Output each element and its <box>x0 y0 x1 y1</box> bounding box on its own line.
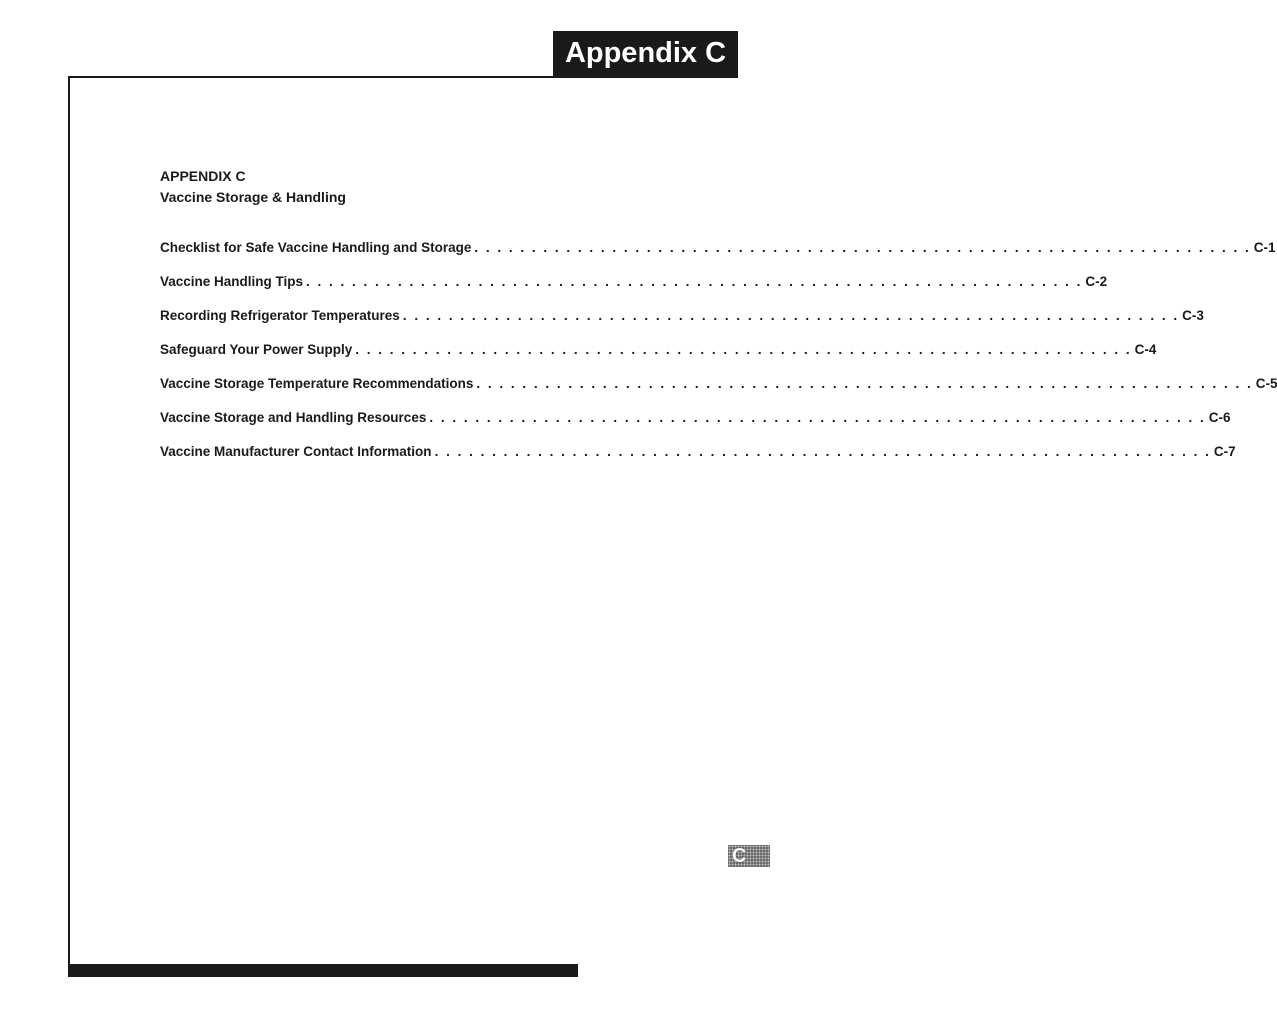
toc-entry[interactable] <box>160 376 1277 410</box>
appendix-header-tab <box>553 31 738 77</box>
dot-leader: . . . . . . . . . . . . . . . . . . . . . . . . . . . . . . . . . . . . . . . . . . . . . . . . . . . . . . . . . . . . . . . . . . . . <box>434 444 1211 459</box>
dot-leader: . . . . . . . . . . . . . . . . . . . . . . . . . . . . . . . . . . . . . . . . . . . . . . . . . . . . . . . . . . . . . . . . . . . . <box>306 274 1083 289</box>
bottom-bar <box>68 964 578 977</box>
dot-leader: . . . . . . . . . . . . . . . . . . . . . . . . . . . . . . . . . . . . . . . . . . . . . . . . . . . . . . . . . . . . . . . . . . . . <box>355 342 1132 357</box>
toc-entry-title: Vaccine Handling Tips <box>160 274 304 289</box>
dot-leader: . . . . . . . . . . . . . . . . . . . . . . . . . . . . . . . . . . . . . . . . . . . . . . . . . . . . . . . . . . . . . . . . . . . . <box>429 410 1206 425</box>
heading-line-1: APPENDIX C <box>160 168 246 184</box>
toc-entry[interactable] <box>160 240 1276 274</box>
appendix-header-label: Appendix C <box>564 37 727 69</box>
toc-entry-title: Recording Refrigerator Temperatures <box>160 308 400 323</box>
toc-entry[interactable] <box>160 444 1236 478</box>
toc-entry-title: Safeguard Your Power Supply <box>160 342 353 357</box>
heading-line-2: Vaccine Storage & Handling <box>160 189 346 205</box>
dot-leader: . . . . . . . . . . . . . . . . . . . . . . . . . . . . . . . . . . . . . . . . . . . . . . . . . . . . . . . . . . . . . . . . . . . . <box>474 240 1251 255</box>
toc-entry-title: Checklist for Safe Vaccine Handling and Storage <box>160 240 472 255</box>
toc-entry[interactable] <box>160 308 1204 342</box>
toc-entry-title: Vaccine Storage and Handling Resources <box>160 410 427 425</box>
dot-leader: . . . . . . . . . . . . . . . . . . . . . . . . . . . . . . . . . . . . . . . . . . . . . . . . . . . . . . . . . . . . . . . . . . . . <box>476 376 1253 391</box>
left-rule <box>68 76 70 977</box>
toc-entry-title: Vaccine Storage Temperature Recommendations <box>160 376 474 391</box>
toc-entry-page: C-6 <box>1208 410 1231 425</box>
section-side-tab <box>728 845 770 867</box>
toc-entry[interactable] <box>160 274 1108 308</box>
toc-entry-page: C-3 <box>1182 308 1204 323</box>
dot-leader: . . . . . . . . . . . . . . . . . . . . . . . . . . . . . . . . . . . . . . . . . . . . . . . . . . . . . . . . . . . . . . . . . . . . <box>402 308 1180 323</box>
top-rule <box>68 76 738 78</box>
toc-entry[interactable] <box>160 342 1157 376</box>
toc-entry-page: C-5 <box>1255 376 1277 391</box>
toc-entry-page: C-4 <box>1134 342 1157 357</box>
table-of-contents <box>160 240 1277 478</box>
section-heading <box>160 166 346 208</box>
toc-entry-page: C-1 <box>1253 240 1276 255</box>
toc-entry-page: C-7 <box>1213 444 1236 459</box>
toc-entry-title: Vaccine Manufacturer Contact Information <box>160 444 432 459</box>
toc-entry-page: C-2 <box>1085 274 1108 289</box>
side-tab-letter: C <box>732 845 747 867</box>
toc-entry[interactable] <box>160 410 1231 444</box>
